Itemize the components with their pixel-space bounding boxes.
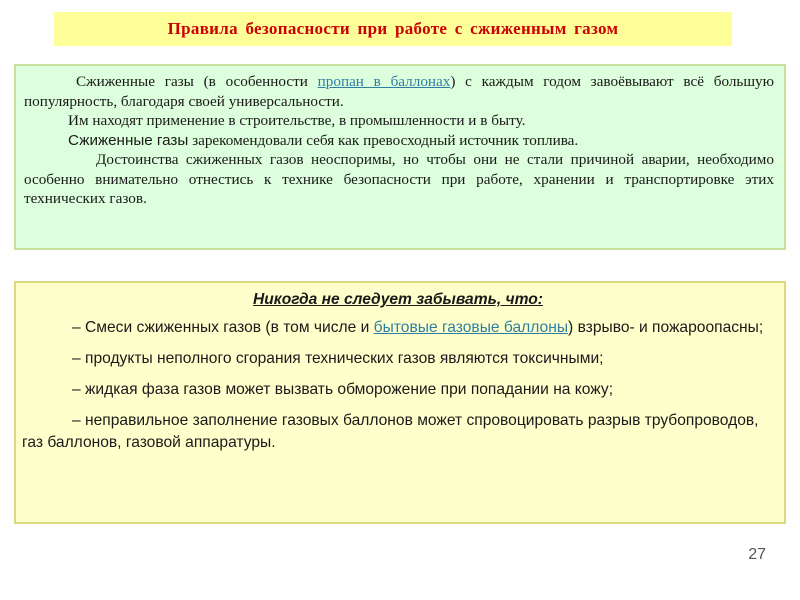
title-banner — [54, 12, 732, 46]
intro-paragraph-1 — [24, 72, 774, 111]
warning-1-start: – Смеси сжиженных газов (в том числе и — [72, 319, 374, 336]
page-number: 27 — [748, 546, 766, 563]
warning-item-1 — [22, 317, 774, 339]
intro-paragraph-2: Им находят применение в строительстве, в промышленности и в быту. — [68, 112, 526, 129]
intro-p3-sans: Сжиженные газы — [68, 131, 189, 149]
warning-item-3: – жидкая фаза газов может вызвать обморожение при попадании на кожу; — [72, 381, 614, 398]
intro-p1-end: ) с каждым годом завоёвывают всё большую популярность, благодаря своей универсальности. — [24, 73, 774, 110]
household-gas-cylinders-link[interactable]: бытовые газовые баллоны — [373, 319, 569, 336]
intro-paragraph-3 — [24, 131, 774, 151]
intro-text-box — [14, 64, 786, 250]
slide-title: Правила безопасности при работе с сжиженным газом — [167, 19, 619, 38]
intro-paragraph-4: Достоинства сжиженных газов неоспоримы, но чтобы они не стали причиной аварии, необходимо особенно внимательно отнестись к технике безопасности при работе, хранении и транспортировке этих технических газов. — [24, 151, 774, 207]
warning-item-4: – неправильное заполнение газовых баллонов может спровоцировать разрыв трубопроводов, газ баллонов, газовой аппаратуры. — [22, 412, 759, 451]
warning-item-2: – продукты неполного сгорания технических газов являются токсичными; — [72, 350, 604, 367]
warning-1-end: ) взрыво- и пожароопасны; — [568, 319, 764, 336]
intro-p3-rest: зарекомендовали себя как превосходный источник топлива. — [188, 131, 579, 149]
propane-cylinders-link[interactable]: пропан в баллонах — [317, 73, 451, 90]
warnings-box — [14, 281, 786, 524]
intro-p1-start: Сжиженные газы (в особенности — [76, 73, 318, 90]
warnings-heading: Никогда не следует забывать, что: — [253, 291, 543, 308]
